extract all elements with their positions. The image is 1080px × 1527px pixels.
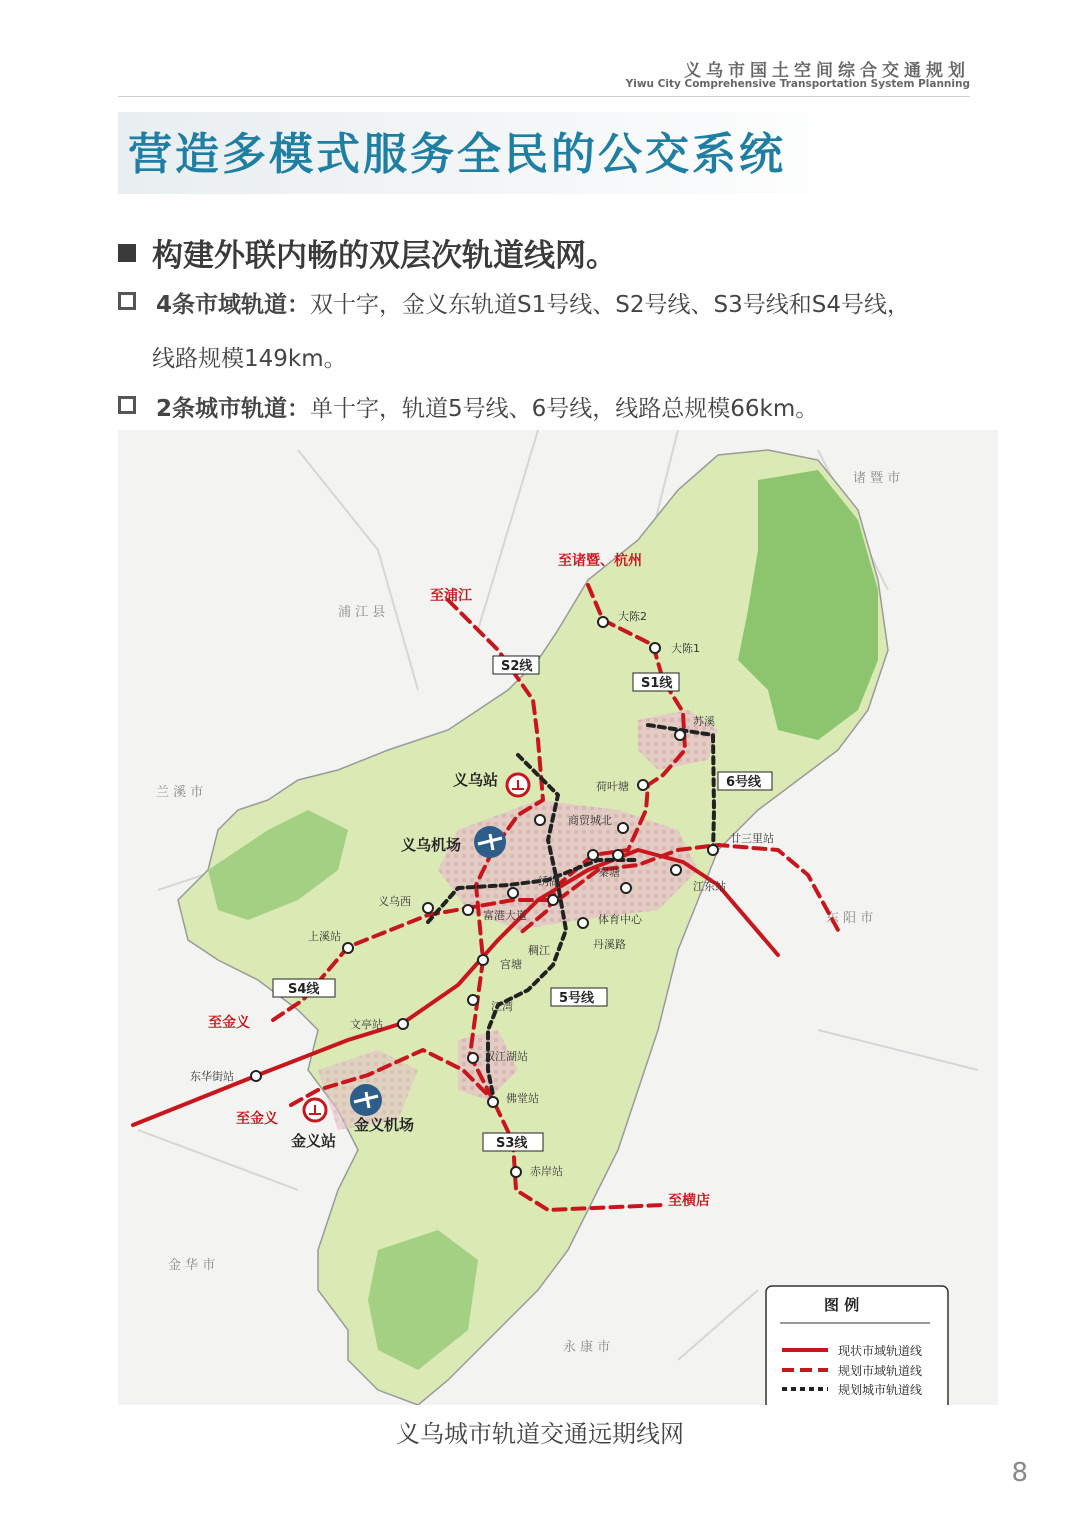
station-dachen1: 大陈1 [671,642,700,655]
legend-title: 图 例 [824,1296,860,1314]
line-label-s3 [483,1133,543,1151]
station-fotang: 佛堂站 [506,1092,539,1105]
region-pujiang: 浦 江 县 [338,605,386,620]
legend-item-planned-regional: 规划市域轨道线 [838,1364,923,1378]
station-shangmao: 商贸城北 [568,814,612,827]
station-choujiang: 稠江 [528,944,550,957]
station-suxi: 苏溪 [693,715,715,728]
bullet-item-2 [118,388,818,430]
bullet-1-continuation: 线路规模149km。 [152,346,347,372]
rail-station-icon-yiwu [507,774,529,796]
region-yongkang: 永 康 市 [563,1340,611,1355]
doc-header-subtitle: Yiwu City Comprehensive Transportation System Planning [625,78,970,90]
svg-text:S3线: S3线 [496,1136,528,1151]
station-chian: 赤岸站 [530,1165,563,1178]
section-heading [118,230,617,275]
station-xiuhu: 绣湖 [538,875,560,888]
landmark-jinyi-airport: 金义机场 [354,1116,415,1134]
region-lanxi: 兰 溪 市 [156,785,204,800]
region-dongyang: 东 阳 市 [826,911,874,926]
square-bullet-icon [118,244,136,262]
line-label-5 [551,988,607,1006]
station-fugang: 富港大道 [483,909,527,922]
station-dachen2: 大陈2 [618,610,647,623]
page-title: 营造多模式服务全民的公交系统 [128,129,786,180]
landmark-jinyi-station: 金义站 [291,1132,337,1150]
dest-pujiang: 至浦江 [430,588,472,604]
legend-item-planned-city: 规划城市轨道线 [838,1383,923,1397]
bullet-2-lead: 2条城市轨道： [156,396,311,422]
map-legend [766,1286,948,1405]
svg-text:S1线: S1线 [641,676,673,691]
bullet-1-text: 双十字，金义东轨道S1号线、S2号线、S3号线和S4号线， [310,292,910,318]
station-gongtang: 宫塘 [500,958,522,971]
dest-zhuji-hangzhou: 至诸暨、杭州 [558,553,642,569]
airport-icon-yiwu [474,826,506,858]
dest-jinyi-2: 至金义 [236,1111,278,1127]
landmark-yiwu-station: 义乌站 [453,771,499,789]
dest-jinyi-1: 至金义 [208,1015,250,1031]
station-jiangwan: 江湾 [491,1000,513,1013]
dest-hengdian: 至横店 [668,1193,710,1209]
station-niansanli: 廿三里站 [730,832,774,845]
header-divider [118,96,970,97]
rail-network-map [118,430,998,1405]
rail-station-icon-jinyi [304,1099,326,1121]
station-shuangjiang: 双江湖站 [484,1050,528,1063]
line-label-s1 [633,673,679,691]
svg-text:5号线: 5号线 [559,991,595,1006]
line-label-s2 [493,656,539,674]
station-wenting: 文亭站 [350,1018,383,1031]
doc-header-title: 义乌市国土空间综合交通规划 [684,61,970,81]
station-tiyu: 体育中心 [598,913,642,926]
line-label-6 [718,772,772,790]
region-zhuji: 诸 暨 市 [853,471,901,486]
station-qintang: 秦塘 [598,866,620,879]
map-caption: 义乌城市轨道交通远期线网 [396,1420,684,1448]
bullet-2-text: 单十字，轨道5号线、6号线，线路总规模66km。 [310,396,819,422]
bullet-item-1 [118,284,910,326]
landmark-yiwu-airport: 义乌机场 [401,836,462,854]
station-danxi: 丹溪路 [593,938,626,951]
svg-text:S2线: S2线 [501,659,533,674]
station-shangxi: 上溪站 [308,930,341,943]
section-heading-text: 构建外联内畅的双层次轨道线网。 [152,238,617,274]
station-yiwuxi: 义乌西 [378,895,411,908]
bullet-1-lead: 4条市域轨道： [156,292,311,318]
airport-icon-jinyi [350,1084,382,1116]
region-jinhua: 金 华 市 [168,1258,216,1273]
hollow-square-bullet-icon [118,396,136,414]
svg-text:6号线: 6号线 [726,775,762,790]
station-heyetang: 荷叶塘 [596,780,629,793]
svg-text:S4线: S4线 [288,982,320,997]
legend-item-existing: 现状市域轨道线 [838,1344,923,1358]
hollow-square-bullet-icon [118,292,136,310]
page-number: 8 [1011,1458,1028,1488]
station-jiangdong: 江东站 [693,880,726,893]
line-label-s4 [273,979,335,997]
station-dongjie: 东华街站 [190,1070,234,1083]
